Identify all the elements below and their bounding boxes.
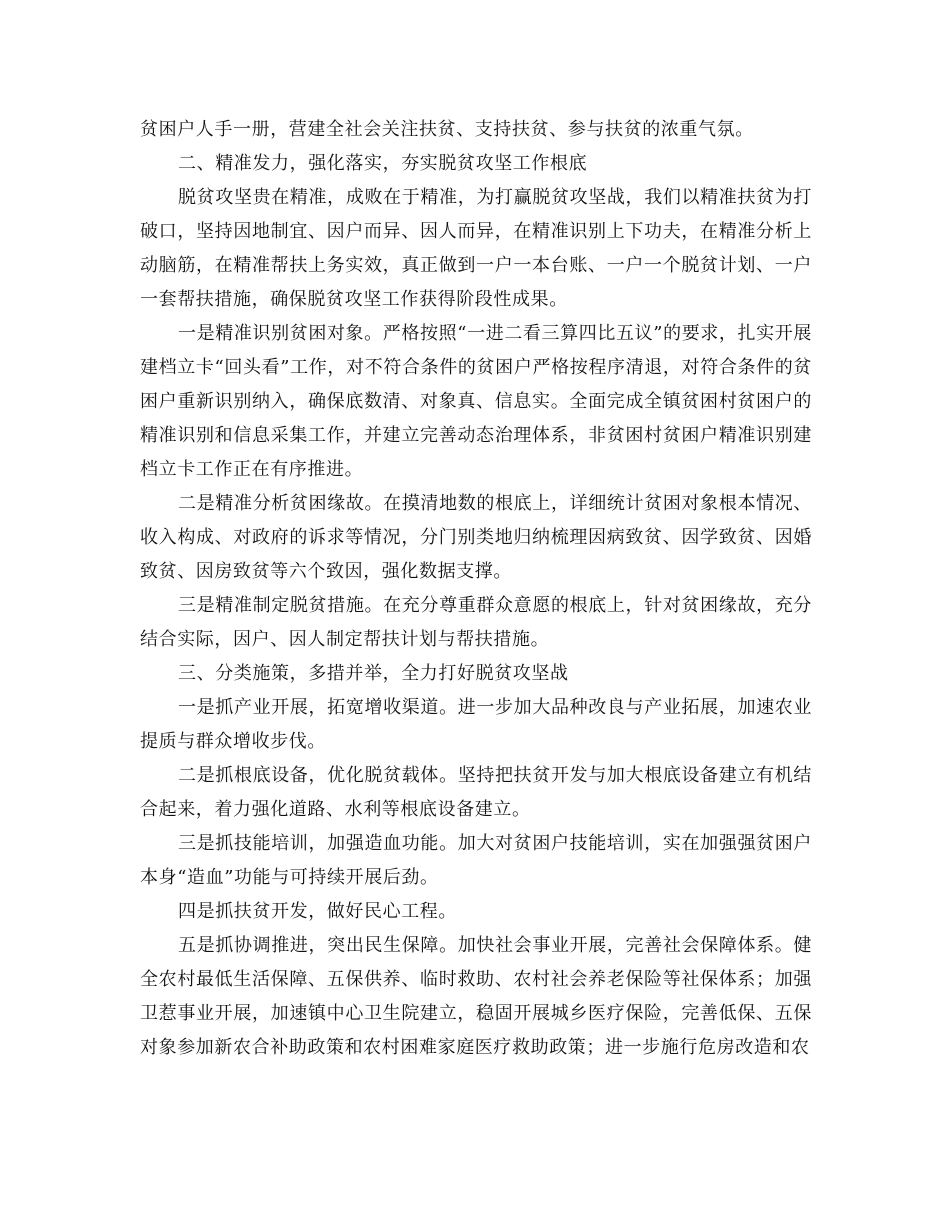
paragraph-9: 二是抓根底设备，优化脱贫载体。坚持把扶贫开发与加大根底设备建立有机结合起来，着力强化道路、水利等根底设备建立。 — [140, 765, 812, 820]
paragraph-8: 一是抓产业开展，拓宽增收渠道。进一步加大品种改良与产业拓展，加速农业提质与群众增收步伐。 — [140, 697, 812, 752]
paragraph-11: 四是抓扶贫开发，做好民心工程。 — [178, 901, 457, 922]
paragraph-12: 五是抓协调推进，突出民生保障。加快社会事业开展，完善社会保障体系。健全农村最低生活保障、五保供养、临时救助、农村社会养老保险等社保体系；加强卫惹事业开展，加速镇中心卫生院建立，稳固开展城乡医疗保险，完善低保、五保对象参加新农合补助政策和农村困难家庭医疗救助政策；进一步施行危房改造和农 — [140, 935, 812, 1058]
section-heading-2: 二、精准发力，强化落实，夯实脱贫攻坚工作根底 — [178, 153, 588, 174]
paragraph-3: 脱贫攻坚贵在精准，成败在于精准，为打赢脱贫攻坚战，我们以精准扶贫为打破口，坚持因地制宜、因户而异、因人而异，在精准识别上下功夫，在精准分析上动脑筋，在精准帮扶上务实效，真正做到一户一本台账、一户一个脱贫计划、一户一套帮扶措施，确保脱贫攻坚工作获得阶段性成果。 — [140, 187, 812, 310]
paragraph-1: 贫困户人手一册，营建全社会关注扶贫、支持扶贫、参与扶贫的浓重气氛。 — [140, 119, 754, 140]
paragraph-4: 一是精准识别贫困对象。严格按照“一进二看三算四比五议”的要求，扎实开展建档立卡“回头看”工作，对不符合条件的贫困户严格按程序清退，对符合条件的贫困户重新识别纳入，确保底数清、对象真、信息实。全面完成全镇贫困村贫困户的精准识别和信息采集工作，并建立完善动态治理体系，非贫困村贫困户精准识别建档立卡工作正在有序推进。 — [140, 323, 812, 480]
paragraph-5: 二是精准分析贫困缘故。在摸清地数的根底上，详细统计贫困对象根本情况、收入构成、对政府的诉求等情况，分门别类地归纳梳理因病致贫、因学致贫、因婚致贫、因房致贫等六个致因，强化数据支撑。 — [140, 493, 812, 582]
section-heading-3: 三、分类施策，多措并举，全力打好脱贫攻坚战 — [178, 663, 569, 684]
document-body — [140, 113, 812, 1065]
paragraph-10: 三是抓技能培训，加强造血功能。加大对贫困户技能培训，实在加强强贫困户本身“造血”功能与可持续开展后劲。 — [140, 833, 812, 888]
paragraph-6: 三是精准制定脱贫措施。在充分尊重群众意愿的根底上，针对贫困缘故，充分结合实际，因户、因人制定帮扶计划与帮扶措施。 — [140, 595, 812, 650]
